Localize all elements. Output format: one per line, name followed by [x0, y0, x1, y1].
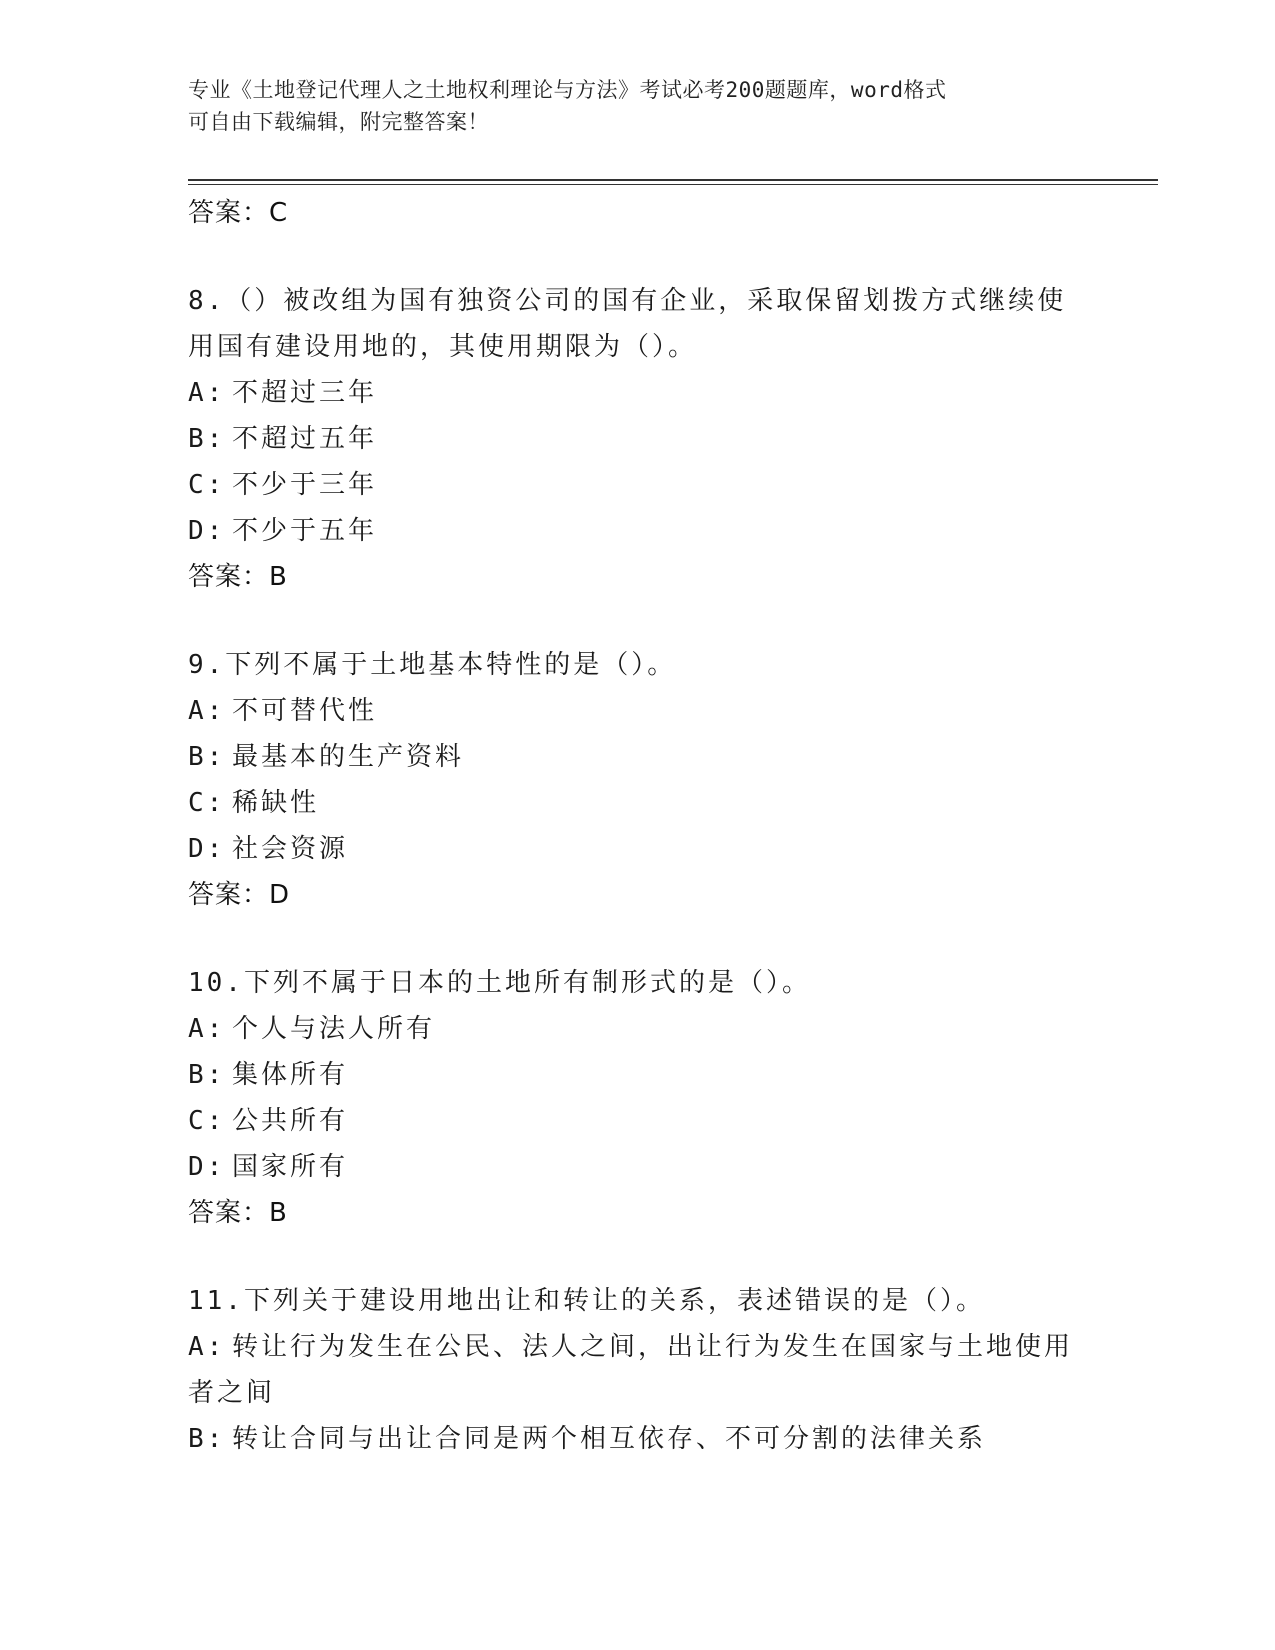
answer-previous: 答案：C: [188, 198, 289, 228]
option-key: B:: [188, 1424, 226, 1454]
option-text: 公共所有: [232, 1106, 349, 1136]
question-11: [188, 1278, 1088, 1462]
option-text: 不超过五年: [232, 424, 378, 454]
option-a-continued: 者之间: [188, 1378, 276, 1408]
option-key: B:: [188, 1060, 226, 1090]
option-key: C:: [188, 788, 226, 818]
answer: 答案：B: [188, 562, 288, 592]
spacer: [188, 600, 1088, 642]
option-text: 稀缺性: [232, 788, 320, 818]
question-8: [188, 278, 1088, 600]
question-stem-continued: 用国有建设用地的，其使用期限为（）。: [188, 332, 698, 362]
question-stem: 8.（）被改组为国有独资公司的国有企业，采取保留划拨方式继续使: [188, 286, 1067, 316]
option-text: 不超过三年: [232, 378, 378, 408]
option-text: 不可替代性: [232, 696, 378, 726]
option-key: B:: [188, 424, 226, 454]
question-9: [188, 642, 1088, 918]
header-divider-thick: [188, 179, 1158, 181]
question-list: [188, 190, 1088, 1462]
option-a: [188, 370, 1088, 416]
option-d: [188, 1144, 1088, 1190]
spacer: [188, 918, 1088, 960]
option-d: [188, 826, 1088, 872]
answer: 答案：B: [188, 1198, 288, 1228]
spacer: [188, 1236, 1088, 1278]
header-line-2: 可自由下载编辑，附完整答案！: [188, 110, 489, 134]
option-b: [188, 734, 1088, 780]
option-key: D:: [188, 834, 226, 864]
option-text: 最基本的生产资料: [232, 742, 465, 772]
option-key: A:: [188, 1014, 226, 1044]
option-key: A:: [188, 1332, 226, 1362]
option-b: [188, 1052, 1088, 1098]
answer: 答案：D: [188, 880, 291, 910]
option-text: 个人与法人所有: [232, 1014, 436, 1044]
option-text: 转让合同与出让合同是两个相互依存、不可分割的法律关系: [232, 1424, 987, 1454]
option-key: C:: [188, 1106, 226, 1136]
question-stem: 9.下列不属于土地基本特性的是（）。: [188, 650, 677, 680]
option-key: A:: [188, 378, 226, 408]
spacer: [188, 236, 1088, 278]
option-text: 国家所有: [232, 1152, 349, 1182]
question-stem: 10.下列不属于日本的土地所有制形式的是（）。: [188, 968, 811, 998]
option-key: B:: [188, 742, 226, 772]
option-key: D:: [188, 516, 226, 546]
question-10: [188, 960, 1088, 1236]
option-text: 不少于五年: [232, 516, 378, 546]
option-key: C:: [188, 470, 226, 500]
header-divider-thin: [188, 184, 1158, 185]
option-key: A:: [188, 696, 226, 726]
option-a: [188, 1006, 1088, 1052]
option-text: 集体所有: [232, 1060, 349, 1090]
question-stem: 11.下列关于建设用地出让和转让的关系，表述错误的是（）。: [188, 1286, 985, 1316]
header-line-1: 专业《土地登记代理人之土地权利理论与方法》考试必考200题题库，word格式: [188, 78, 947, 102]
option-b: [188, 1416, 1088, 1462]
option-c: [188, 780, 1088, 826]
page-header: [188, 74, 1088, 138]
option-b: [188, 416, 1088, 462]
option-text: 社会资源: [232, 834, 349, 864]
option-c: [188, 1098, 1088, 1144]
option-a: [188, 1324, 1088, 1370]
option-a: [188, 688, 1088, 734]
option-c: [188, 462, 1088, 508]
option-d: [188, 508, 1088, 554]
option-text: 转让行为发生在公民、法人之间，出让行为发生在国家与土地使用: [232, 1332, 1074, 1362]
option-text: 不少于三年: [232, 470, 378, 500]
option-key: D:: [188, 1152, 226, 1182]
